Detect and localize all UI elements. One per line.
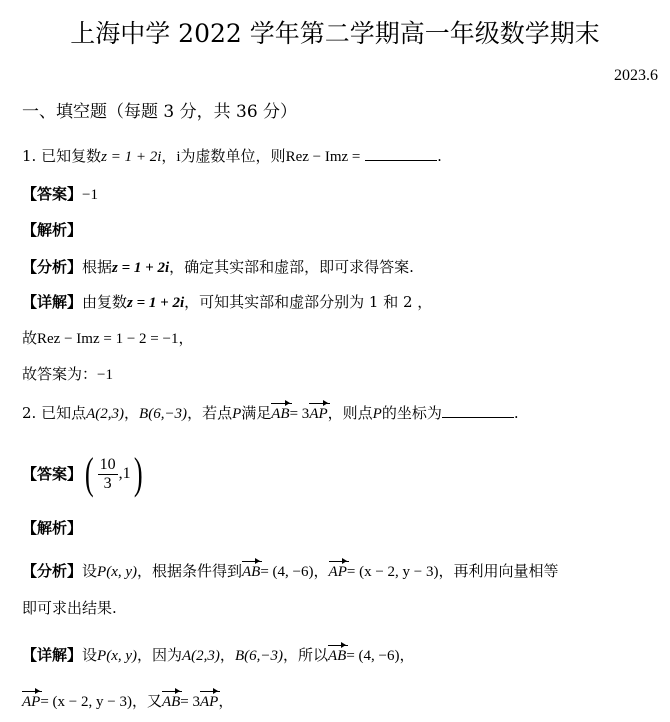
q1-analysis-label: 【解析】 (22, 221, 83, 239)
q2-answer-blank (442, 403, 514, 418)
fraction-10-3: $\frac{10}{3}$ (99, 455, 116, 492)
fenxi-label: 【分析】 (22, 562, 83, 580)
q2-xiangjie: 【详解】设P(x, y)，因为A(2,3)，B(6,−3)，所以AB= (4, −6)， (22, 646, 415, 664)
q1-answer-value: −1 (82, 187, 98, 203)
q1-calculation: 故Rez − Imz = 1 − 2 = −1， (22, 329, 194, 347)
left-paren: ( (84, 449, 94, 498)
q1-question: 1. 已知复数z = 1 + 2i，i为虚数单位，则Rez − Imz = . (22, 147, 442, 165)
q2-answer: 【答案】( $\frac{10}{3}$ ,1) (22, 449, 143, 498)
q1-answer (22, 184, 98, 205)
answer-label: 【答案】 (22, 465, 83, 483)
vector-ab: AB (271, 406, 290, 422)
q1-expression: Rez − Imz = (285, 149, 361, 165)
xiangjie-label: 【详解】 (22, 293, 83, 311)
right-paren: ) (133, 449, 143, 498)
document-title: 上海中学 2022 学年第二学期高一年级数学期末 (70, 19, 600, 48)
q1-number: 1. (22, 147, 37, 165)
answer-label: 【答案】 (22, 185, 83, 203)
q2-question: 2. 已知点A(2,3)，B(6,−3)，若点P满足AB= 3AP，则点P的坐标为 . (22, 404, 519, 422)
q1-xiangjie: 【详解】由复数z = 1 + 2i，可知其实部和虚部分别为 1 和 2 ， (22, 293, 433, 311)
fenxi-label: 【分析】 (22, 258, 83, 276)
point-b: B(6,−3) (139, 406, 188, 422)
q1-answer-blank (365, 146, 437, 161)
document-date: 2023.6 (614, 67, 658, 84)
q1-z-expression: z = 1 + 2i (101, 149, 162, 165)
q2-fenxi-continued: 即可求出结果. (22, 599, 117, 617)
q1-final: 故答案为：−1 (22, 365, 113, 383)
q2-analysis-label: 【解析】 (22, 519, 83, 537)
q2-xiangjie-continued: AP= (x − 2, y − 3)，又AB= 3AP， (22, 692, 234, 710)
q2-number: 2. (22, 404, 37, 422)
vector-ap: AP (309, 406, 328, 422)
q2-fenxi: 【分析】设P(x, y)，根据条件得到AB= (4, −6)，AP= (x − 2, y − 3)，再利用向量相等 (22, 562, 559, 580)
q1-fenxi: 【分析】根据z = 1 + 2i，确定其实部和虚部，即可求得答案. (22, 258, 414, 276)
point-a: A(2,3) (86, 406, 125, 422)
xiangjie-label: 【详解】 (22, 646, 83, 664)
section-heading: 一、填空题（每题 3 分，共 36 分） (22, 102, 298, 122)
